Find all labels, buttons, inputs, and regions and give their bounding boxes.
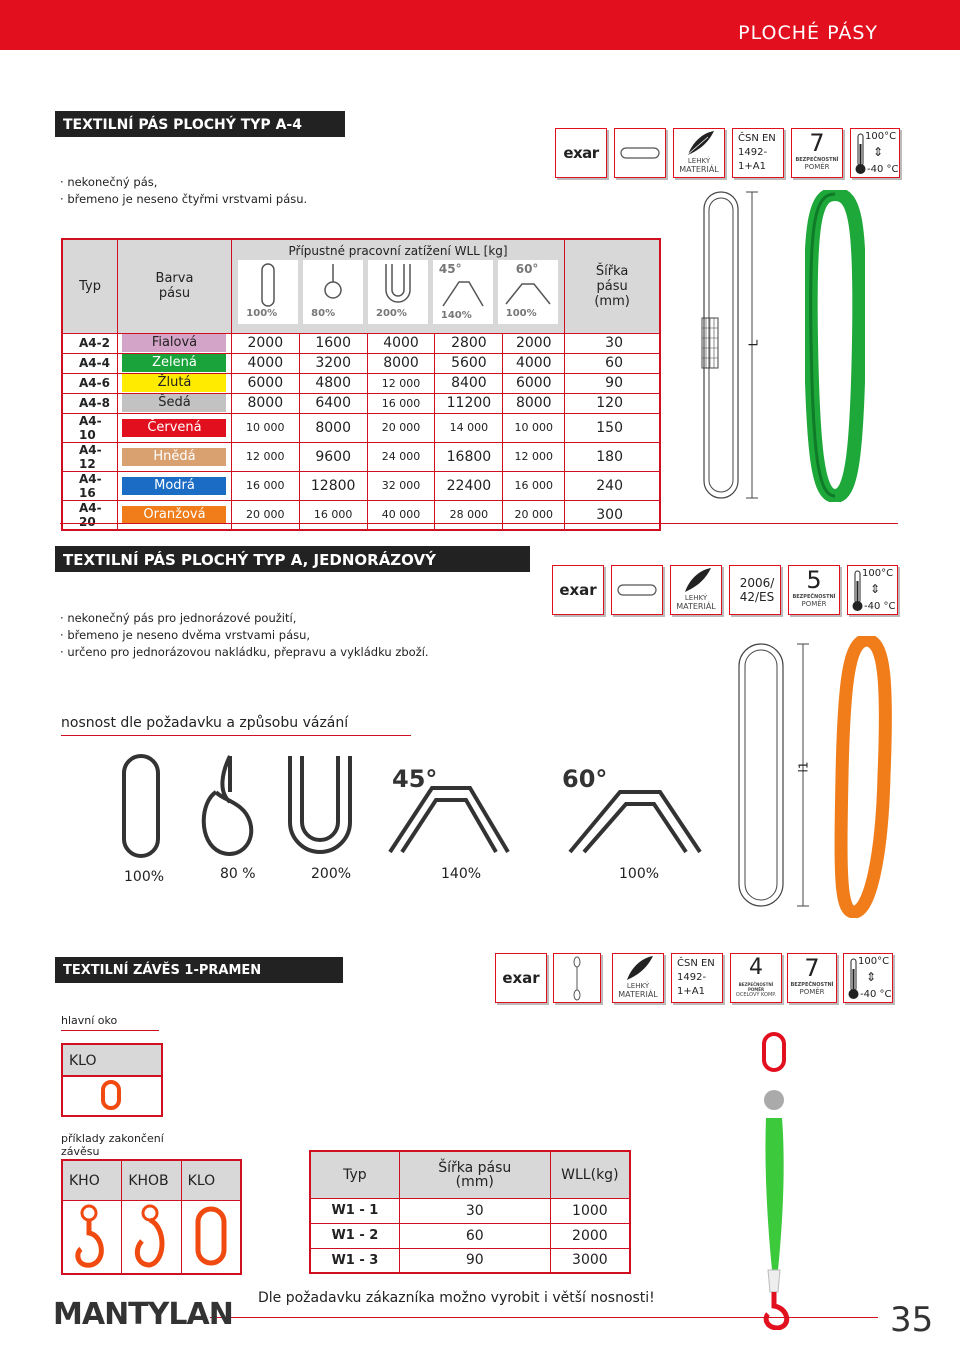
- end-fitting-klo: KLO: [182, 1161, 240, 1273]
- cell-typ: W1 - 1: [310, 1198, 399, 1223]
- norm-badge: ČSN EN 1492- 1+A1: [671, 953, 723, 1003]
- cell-wll: 2000: [231, 333, 299, 353]
- section2-icons: [552, 565, 898, 619]
- cell-typ: A4-20: [62, 500, 118, 530]
- cell-typ: W1 - 3: [310, 1248, 399, 1273]
- cell-wll: 6000: [503, 373, 565, 393]
- cell-barva: Hnědá: [118, 442, 232, 471]
- exar-logo-icon: exar: [552, 565, 604, 615]
- cell-wll: 8000: [299, 413, 367, 442]
- cell-wll: 1600: [299, 333, 367, 353]
- cell-wll: 4800: [299, 373, 367, 393]
- cell-typ: A4-2: [62, 333, 118, 353]
- section1-title: TEXTILNÍ PÁS PLOCHÝ TYP A-4: [55, 111, 345, 137]
- cell-wll: 12800: [299, 471, 367, 500]
- cell-typ: A4-16: [62, 471, 118, 500]
- cell-wll: 32 000: [367, 471, 435, 500]
- cell-sirka: 180: [565, 442, 660, 471]
- section2-bullets: [60, 610, 429, 661]
- exar-logo-icon: exar: [495, 953, 547, 1003]
- safety-ratio-badge: 5 BEZPEČNOSTNÍ POMĚR: [788, 565, 840, 615]
- cell-typ: A4-12: [62, 442, 118, 471]
- examples-label: příklady zakončení závěsu: [61, 1132, 191, 1162]
- table-row: [62, 333, 660, 353]
- cell-wll: 10 000: [503, 413, 565, 442]
- cell-wll: 11200: [435, 393, 503, 413]
- cell-barva: Žlutá: [118, 373, 232, 393]
- angle-label-45: 45°: [392, 765, 438, 793]
- cell-typ: A4-4: [62, 353, 118, 373]
- col-header-barva: Barva pásu: [118, 239, 232, 333]
- cell-wll: 20 000: [503, 500, 565, 530]
- temperature-range-badge: 100°C ⇕ -40 °C: [843, 953, 893, 1003]
- norm-badge: ČSN EN 1492- 1+A1: [732, 128, 784, 178]
- temperature-range-badge: 100°C ⇕ -40 °C: [847, 565, 898, 615]
- cell-wll: 4000: [231, 353, 299, 373]
- cell-typ: A4-6: [62, 373, 118, 393]
- pct-label: 100%: [619, 866, 660, 882]
- cell-wll: 20 000: [367, 413, 435, 442]
- table-row: [62, 471, 660, 500]
- pct-label: 200%: [311, 866, 352, 882]
- feather-icon: LEHKÝ MATERIÁL: [612, 953, 664, 1003]
- up-down-arrow-icon: ⇕: [873, 145, 884, 159]
- end-fitting-khob: KHOB: [122, 1161, 181, 1273]
- link-icon: [182, 1201, 240, 1273]
- page-number: 35: [890, 1300, 934, 1340]
- safety-ratio-badge: 7 BEZPEČNOSTNÍ POMĚR: [787, 953, 837, 1003]
- cell-sirka: 120: [565, 393, 660, 413]
- cell-sirka: 300: [565, 500, 660, 530]
- section1-bullet: · břemeno je neseno čtyřmi vrstvami pásu.: [60, 191, 307, 208]
- capacity-title: nosnost dle požadavku a způsobu vázání: [61, 715, 411, 736]
- table-row: [62, 442, 660, 471]
- cell-sirka: 90: [565, 373, 660, 393]
- feather-icon: LEHKÝ MATERIÁL: [670, 565, 722, 615]
- section2-bullet: · určeno pro jednorázovou nakládku, přepravu a vykládku zboží.: [60, 644, 429, 661]
- cell-sirka: 30: [399, 1198, 550, 1223]
- cell-sirka: 90: [399, 1248, 550, 1273]
- end-fitting-kho: KHO: [63, 1161, 122, 1273]
- cell-wll: 16800: [435, 442, 503, 471]
- pictogram-choke: 80%: [303, 260, 363, 324]
- cell-barva: Fialová: [118, 333, 232, 353]
- flat-sling-icon: [614, 128, 666, 178]
- pictogram-basket: 200%: [368, 260, 428, 324]
- cell-wll: 4000: [503, 353, 565, 373]
- pct-label: 140%: [441, 866, 482, 882]
- cell-wll: 4000: [367, 333, 435, 353]
- up-down-arrow-icon: ⇕: [870, 582, 881, 596]
- cell-barva: Šedá: [118, 393, 232, 413]
- cell-wll: 8000: [231, 393, 299, 413]
- cell-sirka: 150: [565, 413, 660, 442]
- table-row: [62, 413, 660, 442]
- cell-wll: 9600: [299, 442, 367, 471]
- footer-line: [210, 1317, 878, 1318]
- pct-label: 100%: [124, 869, 165, 885]
- cell-sirka: 60: [565, 353, 660, 373]
- sling-dimension-drawing: [735, 640, 815, 910]
- cell-wll: 6400: [299, 393, 367, 413]
- cell-wll: 22400: [435, 471, 503, 500]
- main-eye-box: KLO: [61, 1043, 163, 1117]
- pictogram-60deg: 60° 100%: [498, 260, 558, 324]
- hook-icon: [63, 1201, 121, 1273]
- link-icon: [63, 1077, 161, 1115]
- cell-wll: 2000: [550, 1223, 630, 1248]
- table-row: [62, 500, 660, 530]
- cell-wll: 16 000: [299, 500, 367, 530]
- cell-barva: Červená: [118, 413, 232, 442]
- col-header-sirka: Šířka pásu (mm): [565, 239, 660, 333]
- cell-wll: 1000: [550, 1198, 630, 1223]
- table-row: [310, 1198, 630, 1223]
- steel-safety-ratio-badge: 4 BEZPEČNOSTNÍ POMĚR OCELOVÝ KOMP.: [730, 953, 782, 1003]
- cell-wll: 8000: [367, 353, 435, 373]
- cell-wll: 8400: [435, 373, 503, 393]
- mantylan-logo: MANTYLAN: [53, 1297, 233, 1332]
- cell-barva: Modrá: [118, 471, 232, 500]
- section3-title: TEXTILNÍ ZÁVĚS 1-PRAMEN: [55, 957, 343, 983]
- main-eye-label: hlavní oko: [61, 1014, 159, 1031]
- col-header-sirka: Šířka pásu (mm): [399, 1151, 550, 1198]
- cell-wll: 40 000: [367, 500, 435, 530]
- pct-label: 80 %: [220, 866, 256, 882]
- cell-wll: 20 000: [231, 500, 299, 530]
- section2-bullet: · břemeno je neseno dvěma vrstvami pásu,: [60, 627, 429, 644]
- cell-wll: 6000: [231, 373, 299, 393]
- cell-wll: 5600: [435, 353, 503, 373]
- col-header-typ: Typ: [310, 1151, 399, 1198]
- orange-sling-photo: [830, 636, 896, 918]
- up-down-arrow-icon: ⇕: [866, 970, 877, 984]
- cell-wll: 16 000: [503, 471, 565, 500]
- table-row: [310, 1248, 630, 1273]
- pictogram-45deg: 45° 140%: [433, 260, 493, 324]
- cell-wll: 2800: [435, 333, 503, 353]
- cell-wll: 12 000: [503, 442, 565, 471]
- cell-wll: 16 000: [367, 393, 435, 413]
- safety-ratio-badge: 7 BEZPEČNOSTNÍ POMĚR: [791, 128, 843, 178]
- cell-wll: 24 000: [367, 442, 435, 471]
- cell-sirka: 30: [565, 333, 660, 353]
- angle-label-60: 60°: [562, 765, 608, 793]
- cell-wll: 12 000: [367, 373, 435, 393]
- sling-w1-table: [309, 1150, 631, 1274]
- section3-icons: [495, 953, 895, 1007]
- temperature-range-badge: 100°C ⇕ -40 °C: [850, 128, 900, 178]
- table-row: [310, 1223, 630, 1248]
- cell-wll: 28 000: [435, 500, 503, 530]
- wll-table-a4: [61, 238, 661, 531]
- cell-wll: 2000: [503, 333, 565, 353]
- directive-badge: 2006/ 42/ES: [729, 565, 781, 615]
- dimension-label-l: L: [746, 339, 761, 347]
- cell-sirka: 60: [399, 1223, 550, 1248]
- section-divider: [60, 523, 898, 524]
- cell-typ: A4-10: [62, 413, 118, 442]
- table-row: [62, 373, 660, 393]
- section2-title: TEXTILNÍ PÁS PLOCHÝ TYP A, JEDNORÁZOVÝ: [55, 546, 530, 572]
- flat-sling-icon: [611, 565, 663, 615]
- section2-bullet: · nekonečný pás pro jednorázové použití,: [60, 610, 429, 627]
- green-sling-photo: [805, 190, 865, 502]
- cell-sirka: 240: [565, 471, 660, 500]
- cell-wll: 16 000: [231, 471, 299, 500]
- cell-wll: 14 000: [435, 413, 503, 442]
- end-fittings-box: [61, 1159, 242, 1275]
- cell-wll: 3200: [299, 353, 367, 373]
- cell-barva: Oranžová: [118, 500, 232, 530]
- dimension-label-l1: l1: [796, 761, 811, 773]
- col-header-wll: WLL(kg): [550, 1151, 630, 1198]
- exar-logo-icon: exar: [555, 128, 607, 178]
- cell-typ: W1 - 2: [310, 1223, 399, 1248]
- cell-wll: 12 000: [231, 442, 299, 471]
- cell-barva: Zelená: [118, 353, 232, 373]
- section1-icons: [555, 128, 900, 182]
- col-header-typ: Typ: [62, 239, 118, 333]
- cell-typ: A4-8: [62, 393, 118, 413]
- single-leg-sling-icon: [553, 953, 601, 1003]
- table-row: [62, 353, 660, 373]
- feather-icon: LEHKÝ MATERIÁL: [673, 128, 725, 178]
- cell-wll: 8000: [503, 393, 565, 413]
- pictogram-straight: 100%: [238, 260, 298, 324]
- table-row: [62, 393, 660, 413]
- cell-wll: 10 000: [231, 413, 299, 442]
- textile-sling-with-hook-photo: [752, 1030, 812, 1330]
- custom-capacity-note: Dle požadavku zákazníka možno vyrobit i větší nosnosti!: [258, 1290, 655, 1306]
- col-header-wll: Přípustné pracovní zatížení WLL [kg] 100% 80% 200% 45° 140% 60° 100%: [231, 239, 564, 333]
- section1-bullet: · nekonečný pás,: [60, 174, 307, 191]
- cell-wll: 3000: [550, 1248, 630, 1273]
- section1-bullets: [60, 174, 307, 208]
- safety-hook-icon: [122, 1201, 180, 1273]
- page-category-title: PLOCHÉ PÁSY: [738, 22, 878, 44]
